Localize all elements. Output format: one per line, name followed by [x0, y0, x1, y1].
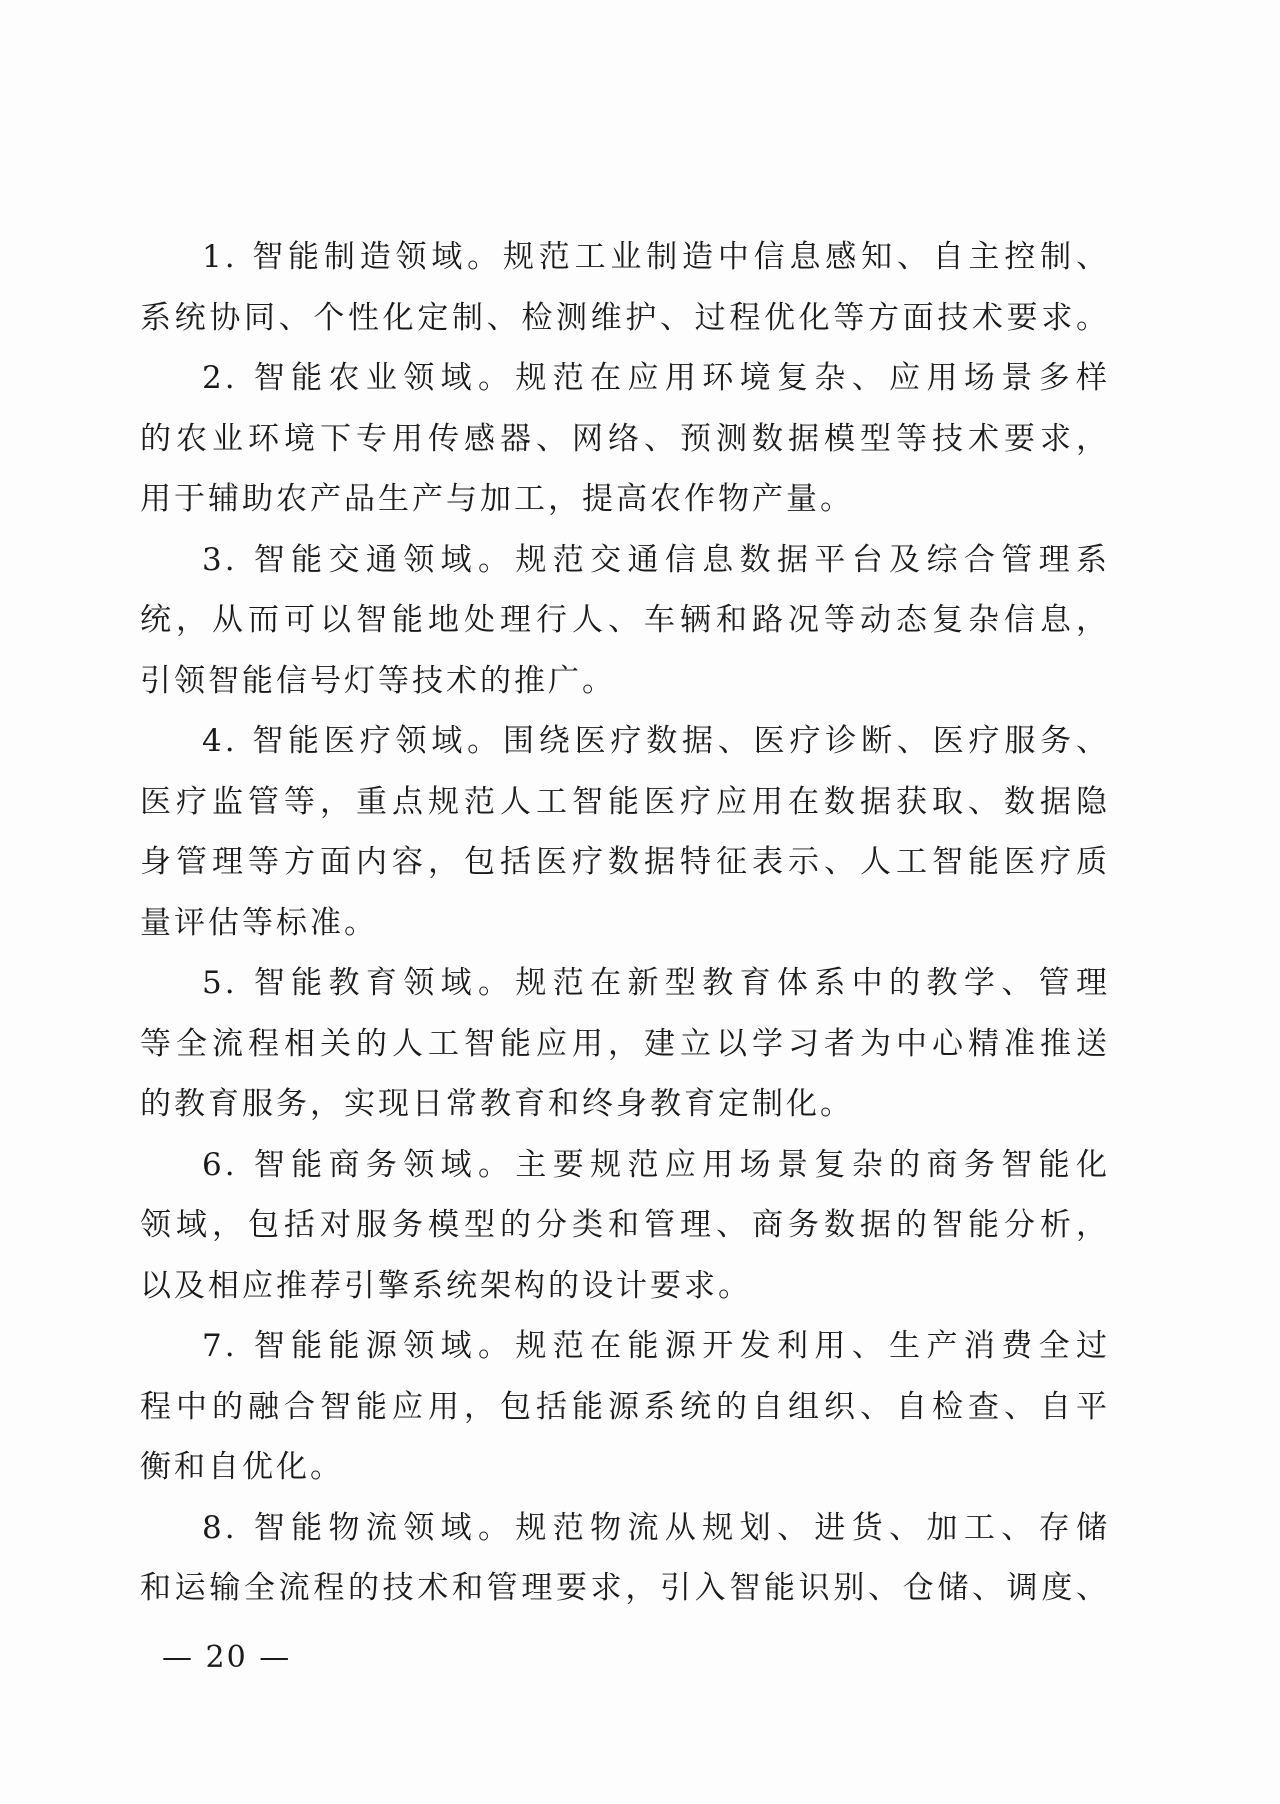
paragraph-3-line-1: 3. 智能交通领域。规范交通信息数据平台及综合管理系 — [202, 541, 1110, 578]
paragraph-8-line-2: 和运输全流程的技术和管理要求，引入智能识别、仓储、调度、 — [140, 1570, 1110, 1606]
paragraph-5-line-2: 等全流程相关的人工智能应用，建立以学习者为中心精准推送 — [140, 1025, 1110, 1062]
body-text — [140, 227, 1110, 1619]
paragraph-2-line-2: 的农业环境下专用传感器、网络、预测数据模型等技术要求， — [140, 420, 1110, 457]
paragraph-5-line-1: 5. 智能教育领域。规范在新型教育体系中的教学、管理 — [202, 965, 1110, 1001]
paragraph-4-line-1: 4. 智能医疗领域。围绕医疗数据、医疗诊断、医疗服务、 — [202, 723, 1110, 759]
paragraph-1-line-1: 1. 智能制造领域。规范工业制造中信息感知、自主控制、 — [202, 239, 1110, 275]
paragraph-3-line-3: 引领智能信号灯等技术的推广。 — [140, 662, 616, 699]
paragraph-7-line-2: 程中的融合智能应用，包括能源系统的自组织、自检查、自平 — [140, 1388, 1110, 1425]
paragraph-4-line-3: 身管理等方面内容，包括医疗数据特征表示、人工智能医疗质 — [140, 844, 1110, 880]
paragraph-6-line-2: 领域，包括对服务模型的分类和管理、商务数据的智能分析， — [140, 1207, 1110, 1243]
paragraph-8-line-1: 8. 智能物流领域。规范物流从规划、进货、加工、存储 — [202, 1509, 1110, 1546]
paragraph-3-line-2: 统，从而可以智能地处理行人、车辆和路况等动态复杂信息， — [140, 602, 1110, 638]
paragraph-1-line-2: 系统协同、个性化定制、检测维护、过程优化等方面技术要求。 — [140, 299, 1110, 336]
paragraph-2-line-1: 2. 智能农业领域。规范在应用环境复杂、应用场景多样 — [202, 360, 1110, 396]
paragraph-4-line-4: 量评估等标准。 — [140, 904, 378, 941]
paragraph-5-line-3: 的教育服务，实现日常教育和终身教育定制化。 — [140, 1086, 854, 1122]
paragraph-6-line-3: 以及相应推荐引擎系统架构的设计要求。 — [140, 1267, 752, 1304]
paragraph-7-line-3: 衡和自优化。 — [140, 1449, 344, 1485]
page-number: — 20 — — [162, 1640, 292, 1675]
paragraph-4-line-2: 医疗监管等，重点规范人工智能医疗应用在数据获取、数据隐 — [140, 783, 1110, 820]
paragraph-6-line-1: 6. 智能商务领域。主要规范应用场景复杂的商务智能化 — [202, 1146, 1110, 1183]
paragraph-7-line-1: 7. 智能能源领域。规范在能源开发利用、生产消费全过 — [202, 1328, 1110, 1364]
paragraph-2-line-3: 用于辅助农产品生产与加工，提高农作物产量。 — [140, 481, 854, 517]
